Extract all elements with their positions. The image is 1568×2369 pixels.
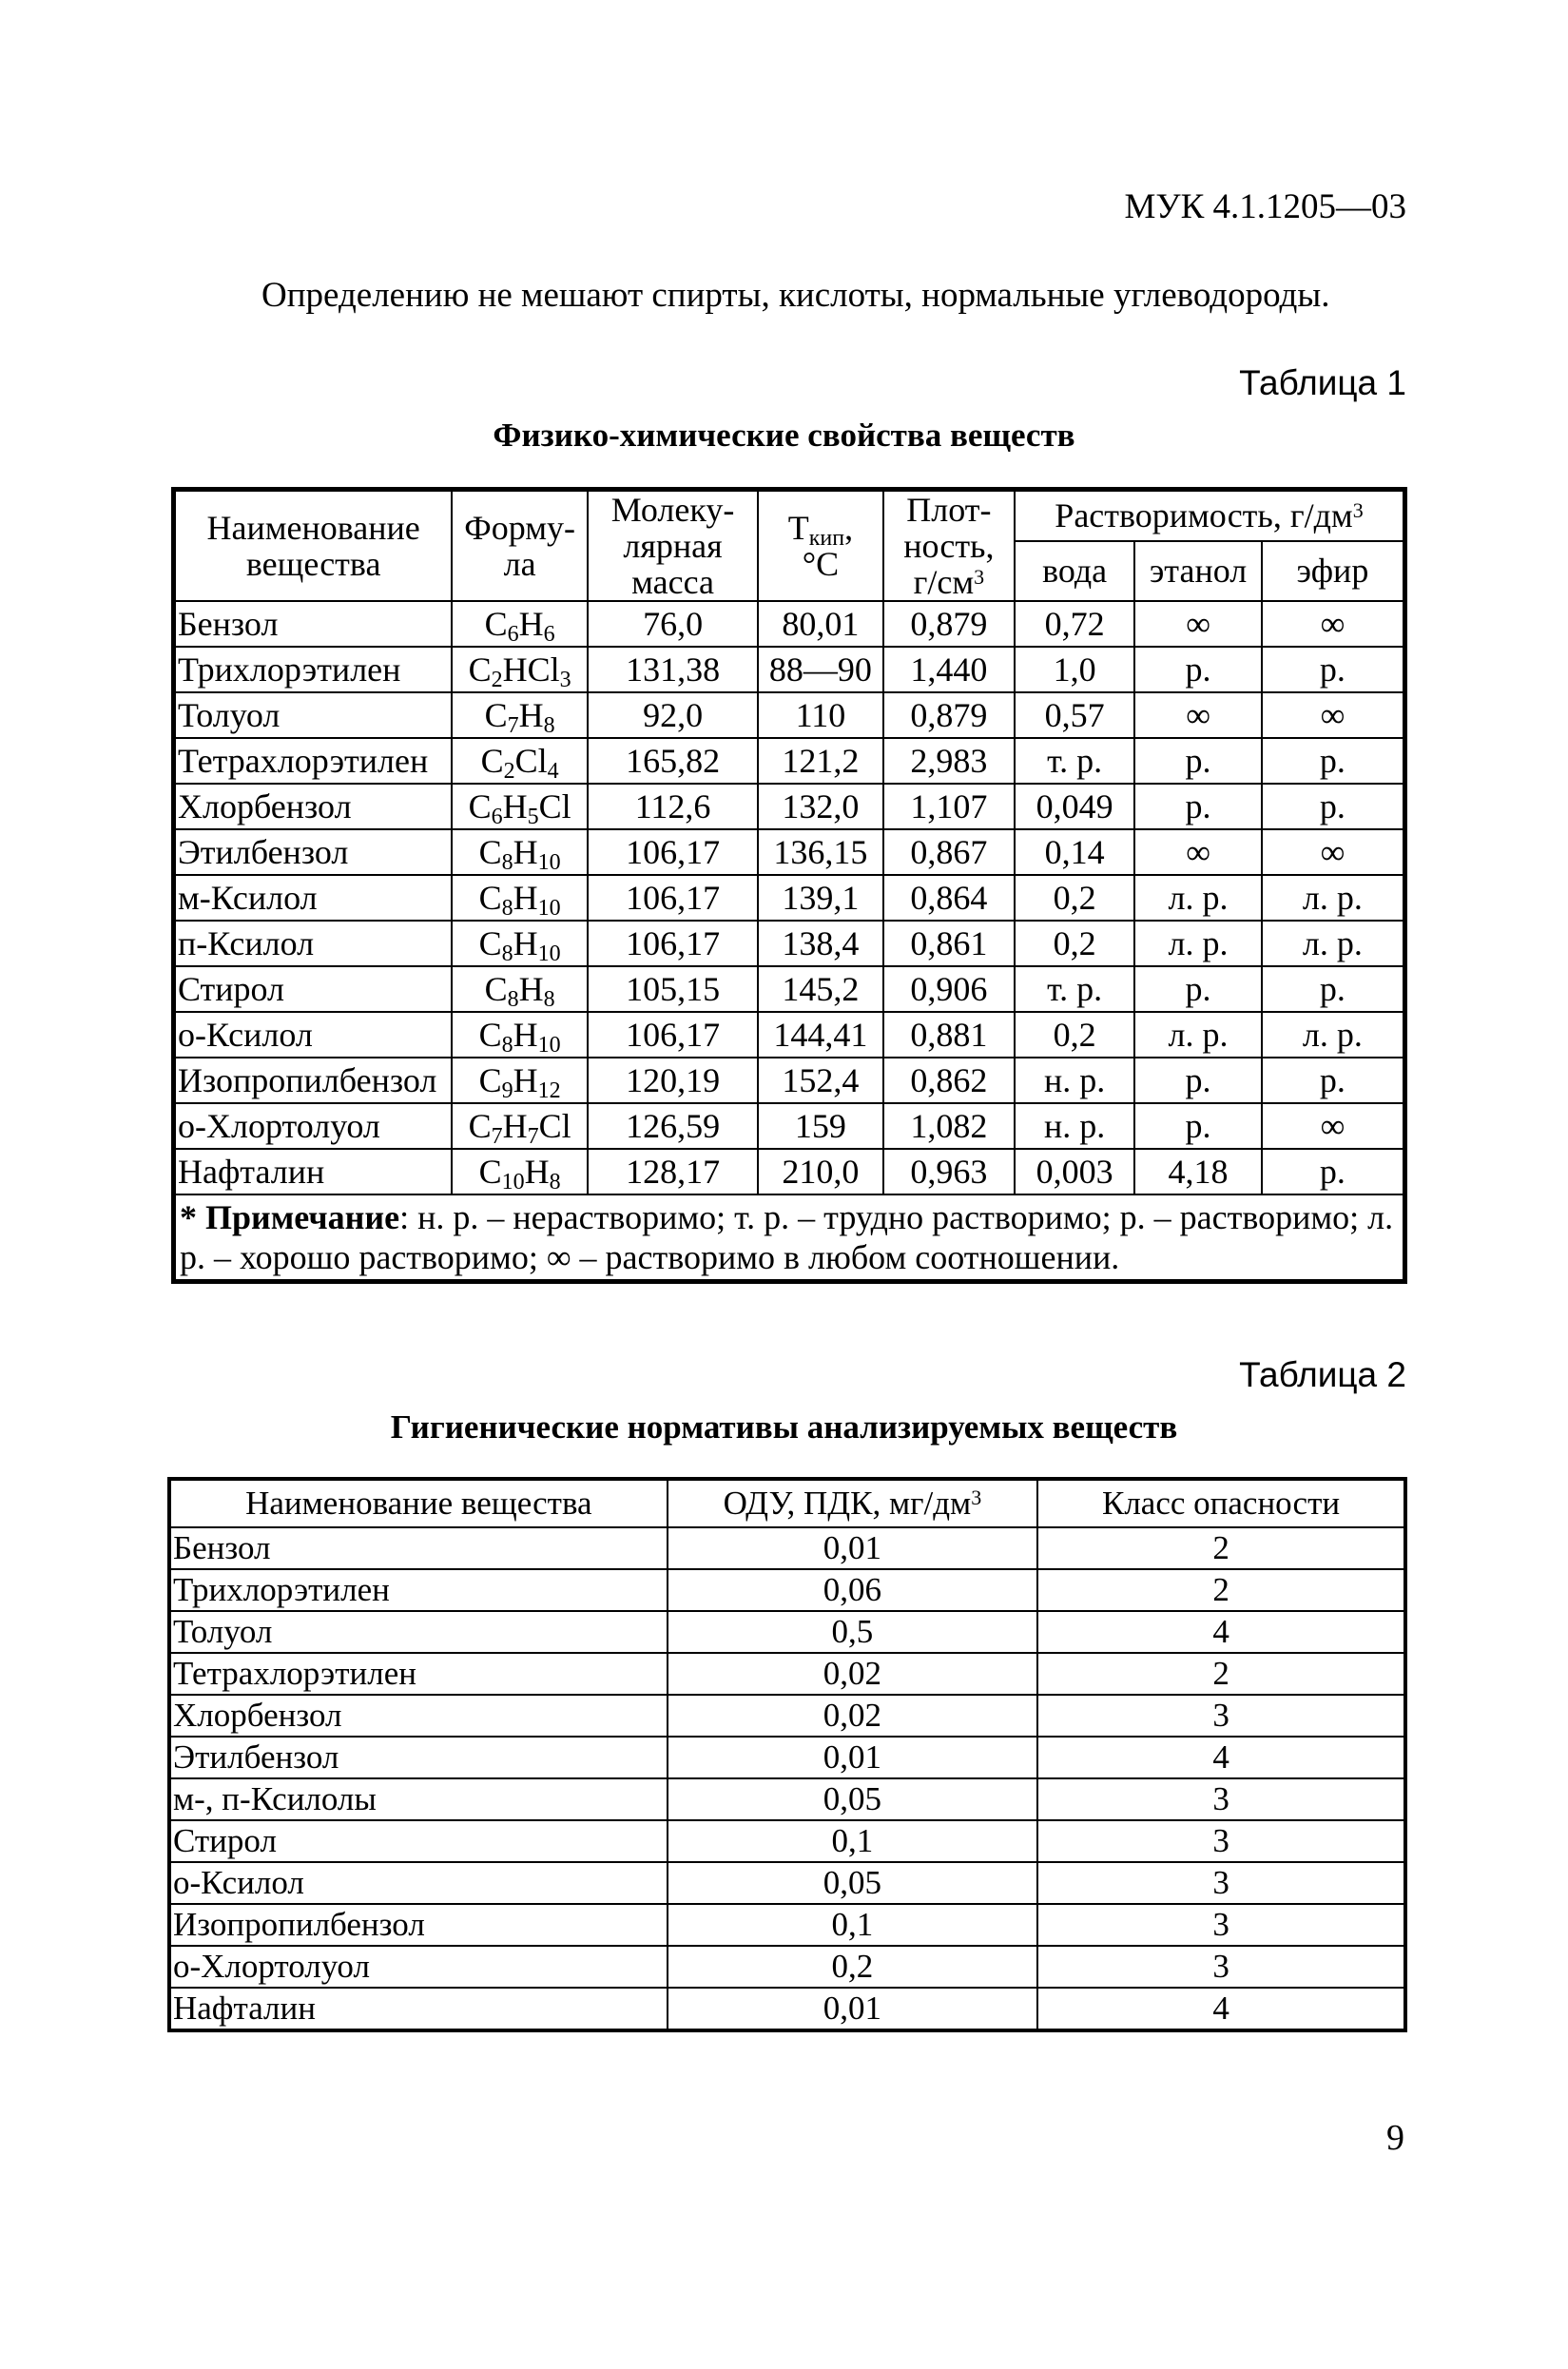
boiling-point-cell: 159	[758, 1103, 883, 1149]
substance-name-cell: Этилбензол	[169, 1737, 668, 1778]
molar-mass-cell: 106,17	[588, 829, 758, 875]
formula-subscript: 8	[507, 987, 519, 1012]
formula-cell	[452, 738, 588, 784]
substance-name-cell: Изопропилбензол	[169, 1904, 668, 1946]
formula-element: H	[518, 970, 544, 1008]
formula-cell	[452, 601, 588, 647]
ether-solubility-cell: р.	[1262, 647, 1405, 692]
table-row	[169, 1904, 1405, 1946]
water-solubility-cell: 0,57	[1015, 692, 1134, 738]
molar-mass-cell: 126,59	[588, 1103, 758, 1149]
formula-element: C	[478, 1016, 502, 1054]
formula-element: H	[513, 924, 538, 962]
molar-mass-cell: 131,38	[588, 647, 758, 692]
molar-mass-cell: 106,17	[588, 875, 758, 921]
formula-subscript: 10	[501, 1170, 525, 1194]
molar-mass-cell: 106,17	[588, 921, 758, 966]
col-header-solubility	[1015, 490, 1405, 541]
density-cell: 1,440	[883, 647, 1015, 692]
col-header-mass: Молеку-лярная масса	[588, 490, 758, 602]
formula-element: C	[478, 879, 502, 917]
formula-element: Cl	[538, 787, 571, 825]
table-row	[174, 875, 1405, 921]
limit-value-cell: 0,05	[668, 1778, 1037, 1820]
formula-element: H	[502, 1107, 528, 1145]
ethanol-solubility-cell: л. р.	[1134, 875, 1262, 921]
molar-mass-cell: 112,6	[588, 784, 758, 829]
water-solubility-cell: 0,2	[1015, 1012, 1134, 1058]
note-text: : н. р. – нерастворимо; т. р. – трудно растворимо; р. – растворимо; л. р. – хорошо растворимо; ∞ – растворимо в любом соотношении.	[180, 1198, 1394, 1276]
document-code: МУК 4.1.1205—03	[1124, 187, 1406, 226]
substance-name-cell: Тетрахлорэтилен	[169, 1653, 668, 1695]
substance-name-cell: Толуол	[169, 1611, 668, 1653]
table-row	[174, 1058, 1405, 1103]
table-row	[174, 921, 1405, 966]
formula-subscript: 7	[527, 1124, 539, 1149]
density-cell: 1,082	[883, 1103, 1015, 1149]
table-row	[174, 1012, 1405, 1058]
boiling-point-cell: 152,4	[758, 1058, 883, 1103]
formula-cell	[452, 1058, 588, 1103]
formula-element: H	[518, 605, 544, 643]
formula-element: C	[484, 605, 508, 643]
table-row	[169, 1737, 1405, 1778]
hazard-class-cell: 3	[1037, 1904, 1405, 1946]
density-cell: 0,906	[883, 966, 1015, 1012]
table-row	[174, 647, 1405, 692]
water-solubility-cell: 0,2	[1015, 875, 1134, 921]
formula-subscript: 4	[547, 759, 559, 784]
formula-cell	[452, 692, 588, 738]
substance-name-cell: м-Ксилол	[174, 875, 453, 921]
formula-element: C	[478, 1153, 502, 1191]
formula-subscript: 6	[507, 622, 519, 647]
formula-subscript: 8	[501, 896, 513, 921]
formula-element: H	[524, 1153, 550, 1191]
substance-name-cell: Этилбензол	[174, 829, 453, 875]
col-header-limit	[668, 1479, 1037, 1527]
table2-label: Таблица 2	[1239, 1355, 1406, 1394]
limit-value-cell: 0,2	[668, 1946, 1037, 1988]
substance-name-cell: Бензол	[169, 1527, 668, 1569]
col-header-ethanol: этанол	[1134, 541, 1262, 601]
limit-sup: 3	[971, 1485, 982, 1509]
formula-subscript: 7	[491, 1124, 503, 1149]
molar-mass-cell: 105,15	[588, 966, 758, 1012]
formula-element: C	[484, 970, 508, 1008]
table-row	[169, 1695, 1405, 1737]
col-header-ether: эфир	[1262, 541, 1405, 601]
table-row	[169, 1778, 1405, 1820]
ether-solubility-cell: л. р.	[1262, 875, 1405, 921]
substance-name-cell: о-Ксилол	[174, 1012, 453, 1058]
density-cell: 0,881	[883, 1012, 1015, 1058]
ethanol-solubility-cell: р.	[1134, 1103, 1262, 1149]
formula-cell	[452, 829, 588, 875]
water-solubility-cell: 0,2	[1015, 921, 1134, 966]
table-row	[169, 1988, 1405, 2030]
limit-value-cell: 0,06	[668, 1569, 1037, 1611]
formula-subscript: 6	[543, 622, 555, 647]
hazard-class-cell: 4	[1037, 1611, 1405, 1653]
substance-name-cell: о-Ксилол	[169, 1862, 668, 1904]
formula-subscript: 8	[549, 1170, 561, 1194]
water-solubility-cell: 0,049	[1015, 784, 1134, 829]
formula-element: Cl	[538, 1107, 571, 1145]
boiling-point-cell: 210,0	[758, 1149, 883, 1194]
density-cell: 0,867	[883, 829, 1015, 875]
formula-cell	[452, 647, 588, 692]
formula-subscript: 5	[527, 805, 539, 829]
water-solubility-cell: т. р.	[1015, 738, 1134, 784]
formula-subscript: 8	[543, 987, 555, 1012]
substance-name-cell: Хлорбензол	[174, 784, 453, 829]
density-cell: 0,879	[883, 692, 1015, 738]
boiling-point-cell: 110	[758, 692, 883, 738]
table-row	[174, 1103, 1405, 1149]
formula-subscript: 7	[507, 713, 519, 738]
formula-element: C	[480, 742, 504, 780]
table-row	[174, 692, 1405, 738]
table2-title: Гигиенические нормативы анализируемых веществ	[390, 1408, 1178, 1446]
table-row	[169, 1611, 1405, 1653]
formula-cell	[452, 784, 588, 829]
substance-name-cell: Бензол	[174, 601, 453, 647]
table-row	[174, 738, 1405, 784]
hazard-class-cell: 3	[1037, 1820, 1405, 1862]
limit-value-cell: 0,01	[668, 1737, 1037, 1778]
limit-value-cell: 0,5	[668, 1611, 1037, 1653]
hazard-class-cell: 4	[1037, 1988, 1405, 2030]
density-cell: 0,963	[883, 1149, 1015, 1194]
formula-element: C	[484, 696, 508, 734]
substance-name-cell: о-Хлортолуол	[169, 1946, 668, 1988]
substance-name-cell: Нафталин	[174, 1149, 453, 1194]
table1-title: Физико-химические свойства веществ	[493, 417, 1075, 454]
ethanol-solubility-cell: ∞	[1134, 829, 1262, 875]
molar-mass-cell: 120,19	[588, 1058, 758, 1103]
ethanol-solubility-cell: р.	[1134, 784, 1262, 829]
table-row	[169, 1946, 1405, 1988]
col-header-density	[883, 490, 1015, 602]
substance-name-cell: Стирол	[169, 1820, 668, 1862]
hazard-class-cell: 3	[1037, 1862, 1405, 1904]
density-cell: 0,879	[883, 601, 1015, 647]
boiling-unit: °C	[802, 545, 840, 583]
col-header-substance: Наименование вещества	[169, 1479, 668, 1527]
table-row	[169, 1527, 1405, 1569]
formula-subscript: 2	[503, 759, 515, 784]
density-cell: 0,864	[883, 875, 1015, 921]
hazard-class-cell: 4	[1037, 1737, 1405, 1778]
table-row	[169, 1820, 1405, 1862]
formula-subscript: 9	[501, 1078, 513, 1103]
boiling-point-cell: 138,4	[758, 921, 883, 966]
ether-solubility-cell: р.	[1262, 784, 1405, 829]
properties-table	[171, 487, 1407, 1284]
formula-subscript: 8	[501, 850, 513, 875]
boiling-t: T	[787, 509, 809, 547]
limit-value-cell: 0,1	[668, 1820, 1037, 1862]
molar-mass-cell: 76,0	[588, 601, 758, 647]
table-row	[174, 1149, 1405, 1194]
substance-name-cell: Трихлорэтилен	[174, 647, 453, 692]
formula-cell	[452, 1012, 588, 1058]
ethanol-solubility-cell: л. р.	[1134, 921, 1262, 966]
water-solubility-cell: н. р.	[1015, 1103, 1134, 1149]
note-label: * Примечание	[180, 1198, 400, 1236]
hazard-class-cell: 2	[1037, 1569, 1405, 1611]
ether-solubility-cell: р.	[1262, 1149, 1405, 1194]
formula-subscript: 2	[491, 668, 503, 692]
boiling-point-cell: 145,2	[758, 966, 883, 1012]
formula-element: C	[478, 924, 502, 962]
intro-paragraph: Определению не мешают спирты, кислоты, нормальные углеводороды.	[261, 276, 1330, 315]
hazard-class-cell: 3	[1037, 1695, 1405, 1737]
limit-value-cell: 0,01	[668, 1988, 1037, 2030]
ethanol-solubility-cell: р.	[1134, 738, 1262, 784]
substance-name-cell: Изопропилбензол	[174, 1058, 453, 1103]
density-cell: 0,861	[883, 921, 1015, 966]
water-solubility-cell: т. р.	[1015, 966, 1134, 1012]
water-solubility-cell: 0,14	[1015, 829, 1134, 875]
hygiene-table-body	[169, 1527, 1405, 2030]
boiling-point-cell: 144,41	[758, 1012, 883, 1058]
formula-subscript: 10	[537, 1033, 561, 1058]
ether-solubility-cell: ∞	[1262, 692, 1405, 738]
boiling-point-cell: 139,1	[758, 875, 883, 921]
col-header-formula: Форму-ла	[452, 490, 588, 602]
col-header-water: вода	[1015, 541, 1134, 601]
formula-element: C	[468, 787, 492, 825]
water-solubility-cell: 0,72	[1015, 601, 1134, 647]
table-row	[174, 966, 1405, 1012]
table1-label: Таблица 1	[1239, 363, 1406, 402]
formula-element: C	[478, 1061, 502, 1099]
ether-solubility-cell: р.	[1262, 738, 1405, 784]
col-header-boiling-point: $T_{кип}$, °C	[758, 490, 883, 602]
solubility-sup: 3	[1352, 498, 1364, 523]
hazard-class-cell: 2	[1037, 1653, 1405, 1695]
formula-subscript: 12	[537, 1078, 561, 1103]
formula-element: H	[513, 1061, 538, 1099]
ether-solubility-cell: ∞	[1262, 829, 1405, 875]
density-cell: 2,983	[883, 738, 1015, 784]
substance-name-cell: п-Ксилол	[174, 921, 453, 966]
table-row	[169, 1653, 1405, 1695]
density-cell: 0,862	[883, 1058, 1015, 1103]
col-header-hazard-class: Класс опасности	[1037, 1479, 1405, 1527]
molar-mass-cell: 165,82	[588, 738, 758, 784]
molar-mass-cell: 92,0	[588, 692, 758, 738]
formula-cell	[452, 966, 588, 1012]
formula-element: HCl	[502, 651, 560, 689]
formula-cell	[452, 875, 588, 921]
substance-name-cell: м-, п-Ксилолы	[169, 1778, 668, 1820]
boiling-point-cell: 80,01	[758, 601, 883, 647]
hygiene-standards-table	[167, 1477, 1407, 2032]
substance-name-cell: Нафталин	[169, 1988, 668, 2030]
table1-note	[174, 1194, 1405, 1282]
formula-subscript: 10	[537, 942, 561, 966]
density-cell: 1,107	[883, 784, 1015, 829]
molar-mass-cell: 128,17	[588, 1149, 758, 1194]
limit-label: ОДУ, ПДК, мг/дм	[723, 1485, 972, 1522]
substance-name-cell: Стирол	[174, 966, 453, 1012]
table-row	[174, 829, 1405, 875]
molar-mass-cell: 106,17	[588, 1012, 758, 1058]
substance-name-cell: Трихлорэтилен	[169, 1569, 668, 1611]
formula-element: Cl	[514, 742, 548, 780]
limit-value-cell: 0,1	[668, 1904, 1037, 1946]
boiling-sub: кип	[808, 526, 845, 551]
boiling-point-cell: 132,0	[758, 784, 883, 829]
properties-table-body	[174, 601, 1405, 1194]
ether-solubility-cell: р.	[1262, 1058, 1405, 1103]
boiling-point-cell: 88—90	[758, 647, 883, 692]
formula-subscript: 6	[491, 805, 503, 829]
formula-element: C	[468, 651, 492, 689]
ethanol-solubility-cell: р.	[1134, 647, 1262, 692]
limit-value-cell: 0,05	[668, 1862, 1037, 1904]
boiling-point-cell: 121,2	[758, 738, 883, 784]
table-row	[169, 1862, 1405, 1904]
table-row	[174, 601, 1405, 647]
formula-subscript: 8	[501, 1033, 513, 1058]
ethanol-solubility-cell: л. р.	[1134, 1012, 1262, 1058]
formula-element: H	[513, 833, 538, 871]
hazard-class-cell: 2	[1037, 1527, 1405, 1569]
ethanol-solubility-cell: р.	[1134, 966, 1262, 1012]
formula-subscript: 10	[537, 850, 561, 875]
substance-name-cell: о-Хлортолуол	[174, 1103, 453, 1149]
substance-name-cell: Хлорбензол	[169, 1695, 668, 1737]
water-solubility-cell: 0,003	[1015, 1149, 1134, 1194]
solubility-label: Растворимость, г/дм	[1055, 496, 1353, 535]
water-solubility-cell: н. р.	[1015, 1058, 1134, 1103]
density-label: Плот-ность, г/см	[903, 491, 995, 601]
hazard-class-cell: 3	[1037, 1946, 1405, 1988]
formula-element: H	[513, 879, 538, 917]
formula-cell	[452, 921, 588, 966]
ether-solubility-cell: л. р.	[1262, 921, 1405, 966]
formula-element: C	[478, 833, 502, 871]
formula-subscript: 3	[559, 668, 571, 692]
limit-value-cell: 0,01	[668, 1527, 1037, 1569]
limit-value-cell: 0,02	[668, 1695, 1037, 1737]
formula-element: H	[502, 787, 528, 825]
ether-solubility-cell: ∞	[1262, 601, 1405, 647]
formula-subscript: 10	[537, 896, 561, 921]
density-sup: 3	[974, 565, 985, 589]
formula-element: H	[513, 1016, 538, 1054]
substance-name-cell: Толуол	[174, 692, 453, 738]
ethanol-solubility-cell: 4,18	[1134, 1149, 1262, 1194]
ether-solubility-cell: р.	[1262, 966, 1405, 1012]
water-solubility-cell: 1,0	[1015, 647, 1134, 692]
boiling-point-cell: 136,15	[758, 829, 883, 875]
limit-value-cell: 0,02	[668, 1653, 1037, 1695]
col-header-name: Наименование вещества	[174, 490, 453, 602]
ether-solubility-cell: ∞	[1262, 1103, 1405, 1149]
formula-subscript: 8	[543, 713, 555, 738]
ethanol-solubility-cell: р.	[1134, 1058, 1262, 1103]
formula-subscript: 8	[501, 942, 513, 966]
ether-solubility-cell: л. р.	[1262, 1012, 1405, 1058]
hazard-class-cell: 3	[1037, 1778, 1405, 1820]
page-number: 9	[1386, 2118, 1404, 2158]
formula-cell	[452, 1103, 588, 1149]
table-row	[169, 1569, 1405, 1611]
formula-element: C	[468, 1107, 492, 1145]
formula-element: H	[518, 696, 544, 734]
formula-cell	[452, 1149, 588, 1194]
ethanol-solubility-cell: ∞	[1134, 692, 1262, 738]
table-row	[174, 784, 1405, 829]
ethanol-solubility-cell: ∞	[1134, 601, 1262, 647]
substance-name-cell: Тетрахлорэтилен	[174, 738, 453, 784]
